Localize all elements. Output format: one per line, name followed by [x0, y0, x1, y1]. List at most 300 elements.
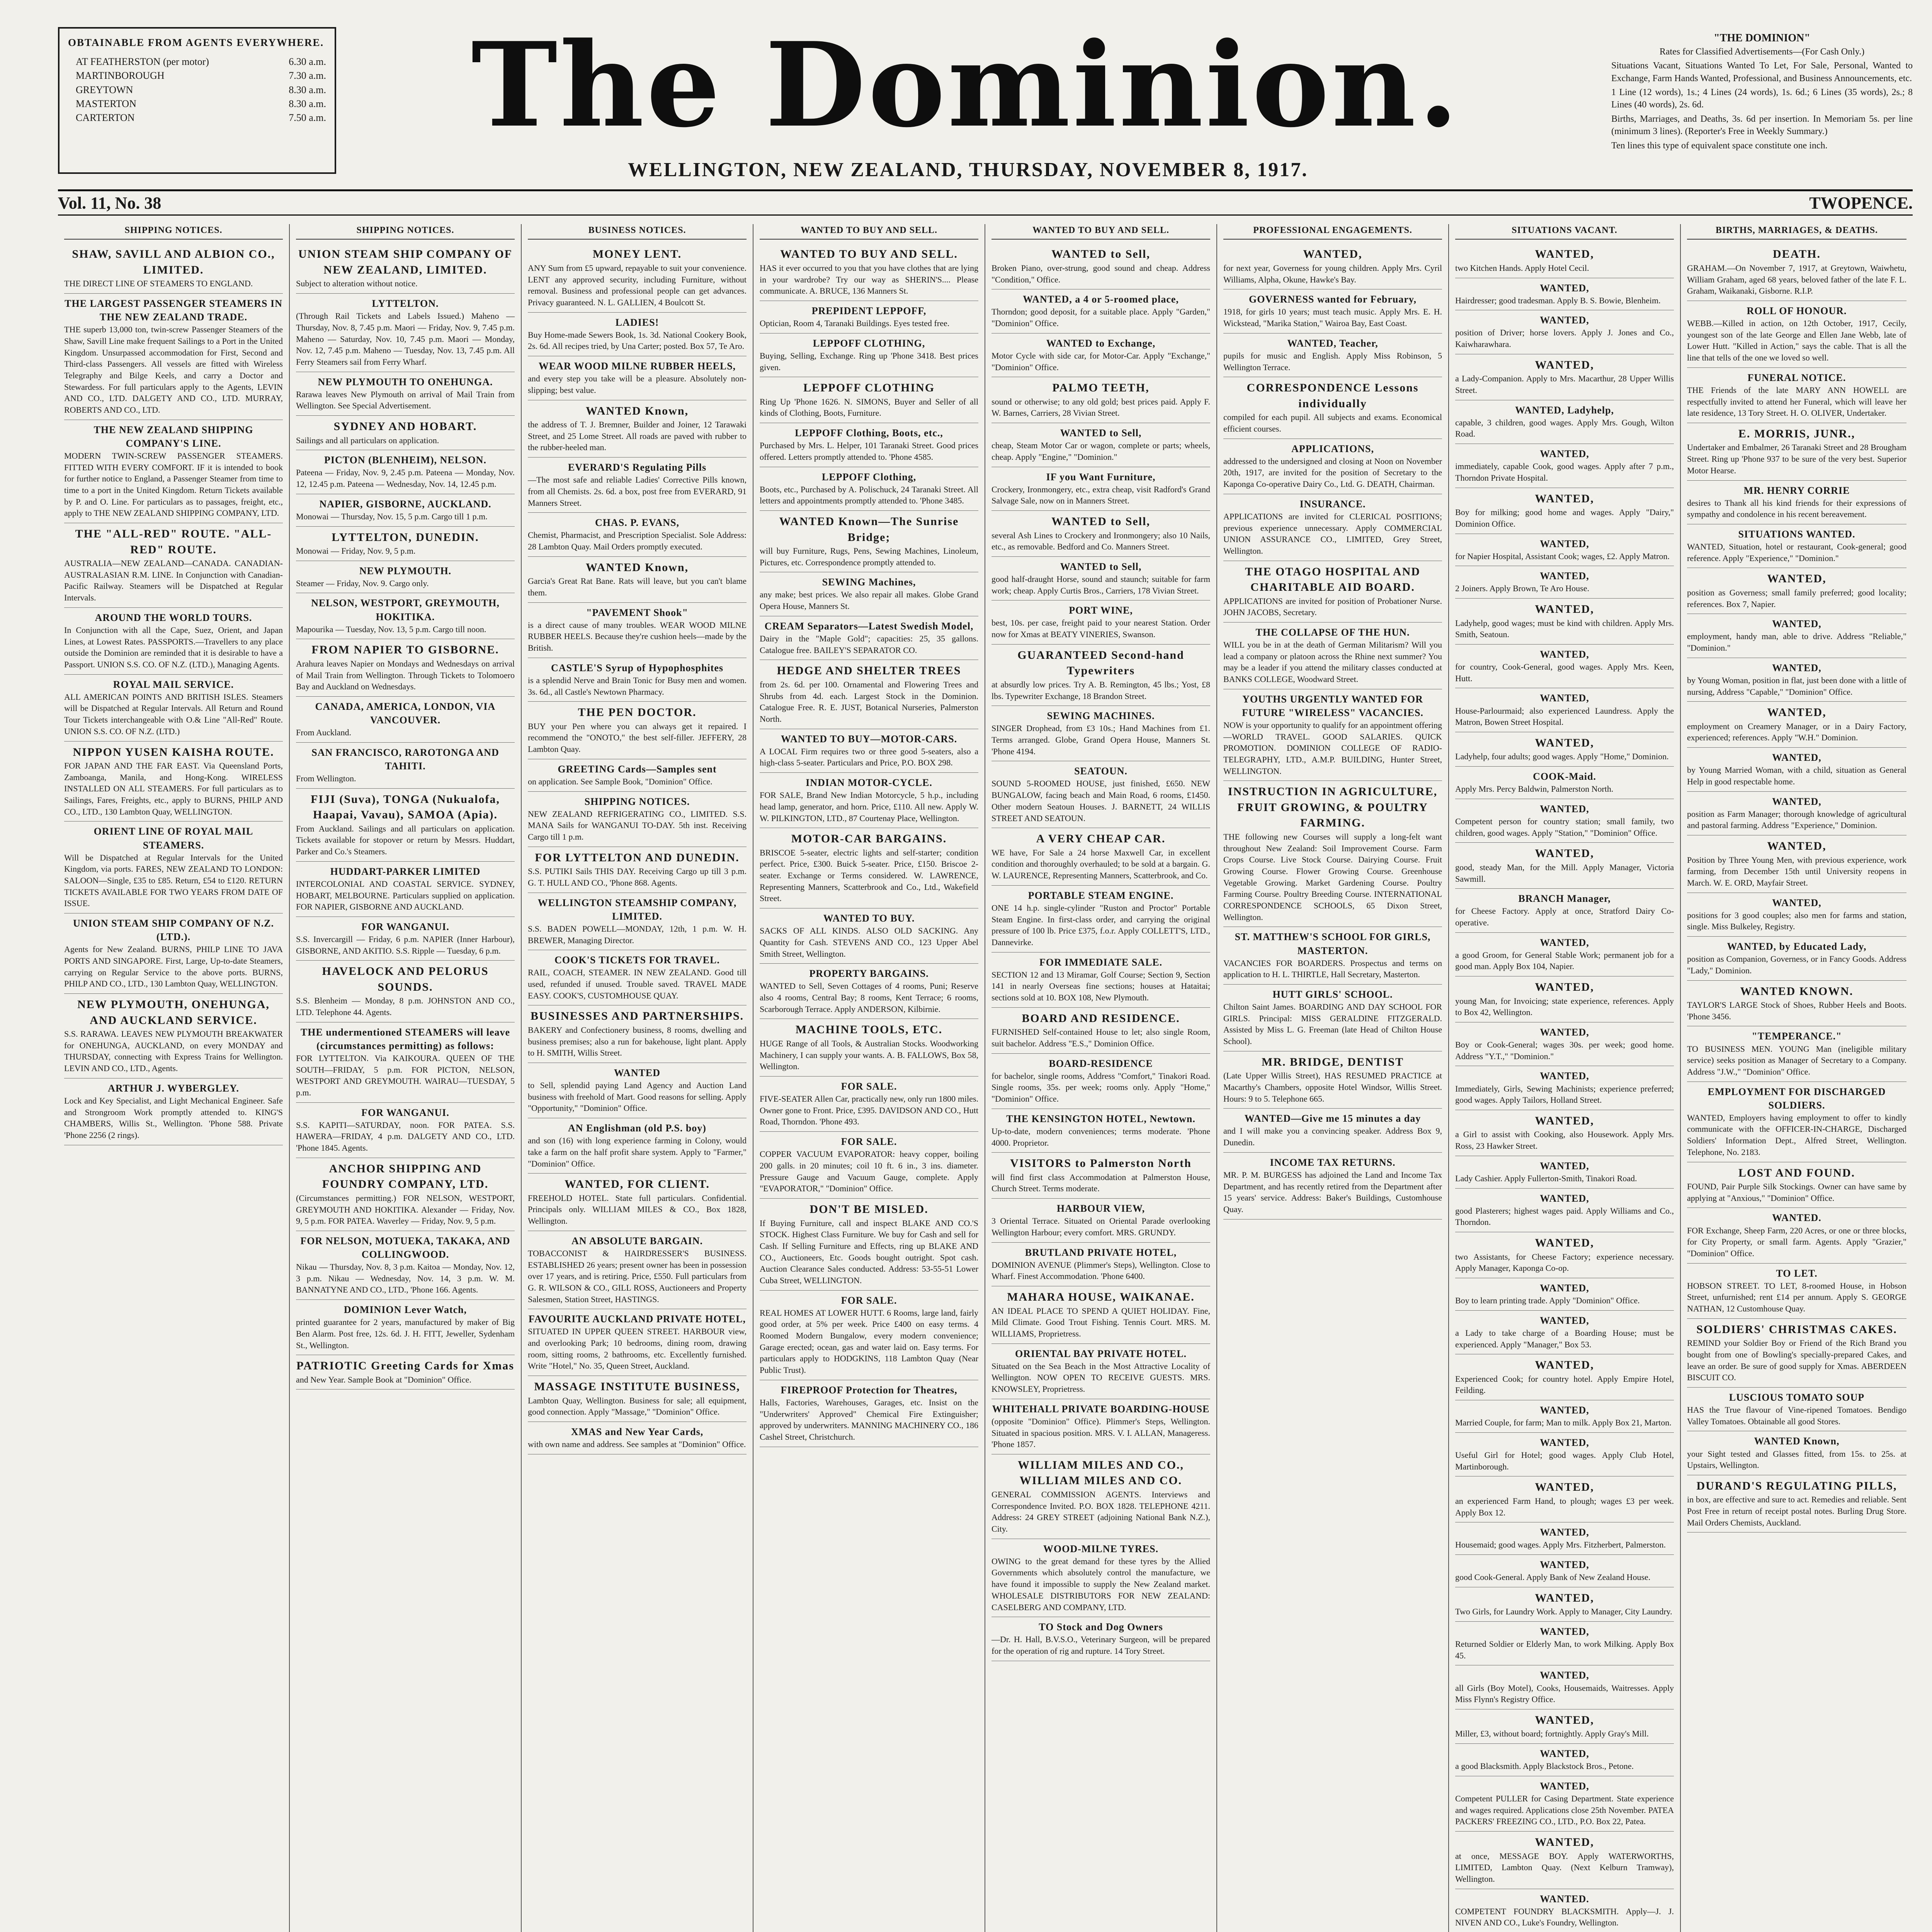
- ad-title: WANTED,: [1535, 981, 1594, 994]
- ad-body: TAYLOR'S LARGE Stock of Shoes, Rubber Heels and Boots. 'Phone 3456.: [1687, 1000, 1906, 1021]
- advertisement: [1455, 1709, 1674, 1744]
- ad-body: position as Governess; small family preferred; good locality; references. Box 7, Napier.: [1687, 587, 1906, 609]
- ad-title: WANTED,: [1540, 1192, 1589, 1204]
- ad-body: Apply Mrs. Percy Baldwin, Palmerston North.: [1455, 784, 1614, 794]
- advertisement: [760, 773, 978, 828]
- ad-body: Chilton Saint James. BOARDING AND DAY SCHOOL FOR GIRLS. Principal: MISS GERALDINE FITZGERALD. Assisted by Miss L. G. Freeman (late Head of Chilton House School).: [1223, 1002, 1442, 1046]
- ad-title: EVERARD'S Regulating Pills: [568, 462, 707, 473]
- column: [1217, 224, 1449, 1932]
- ad-title: WANTED,: [1535, 1236, 1594, 1250]
- ad-title: WANTED,: [1535, 736, 1594, 749]
- ad-body: (opposite "Dominion" Office). Plimmer's Steps, Wellington. Situated in spacious position. MRS. V. I. ALLAN, Manageress. 'Phone 1857.: [992, 1416, 1210, 1449]
- ad-title: BRUTLAND PRIVATE HOTEL,: [1025, 1247, 1177, 1258]
- advertisement: [1455, 1156, 1674, 1189]
- ad-body: best, 10s. per case, freight paid to your nearest Station. Order now for Xmas at BEATY VINERIES, Swanson.: [992, 618, 1210, 639]
- advertisement: [528, 1118, 747, 1173]
- advertisement: [1223, 333, 1442, 377]
- advertisement: [1687, 1082, 1906, 1162]
- ad-title: WANTED, by Educated Lady,: [1727, 941, 1867, 952]
- ad-body: Pateena — Friday, Nov. 9, 2.45 p.m. Pateena — Monday, Nov. 12, 12.45 p.m. Pateena — Wednesday, Nov. 14, 12.45 p.m.: [296, 468, 515, 489]
- column-heading: BIRTHS, MARRIAGES, & DEATHS.: [1687, 224, 1906, 240]
- ad-body: and every step you take will be a pleasure. Absolutely non-slipping; best value.: [528, 374, 747, 395]
- advertisement: [992, 1199, 1210, 1242]
- advertisement: [1455, 1476, 1674, 1522]
- advertisement: [992, 377, 1210, 423]
- advertisement: [1687, 423, 1906, 481]
- advertisement: [528, 243, 747, 312]
- advertisement: [1455, 1889, 1674, 1932]
- ad-body: at absurdly low prices. Try A. B. Remington, 45 lbs.; Yost, £8 lbs. Typewriter Exchange, 18 Brandon Street.: [992, 679, 1210, 701]
- ad-body: for bachelor, single rooms, Address "Comfort," Tinakori Road. Single rooms, 35s. per week; rooms only. Apply "Home," "Dominion" Office.: [992, 1071, 1210, 1104]
- ad-body: sound or otherwise; to any old gold; best prices paid. Apply F. W. Barnes, Carriers, 28 Vivian Street.: [992, 396, 1210, 418]
- ad-title: NEW PLYMOUTH, ONEHUNGA, AND AUCKLAND SERVICE.: [77, 998, 270, 1027]
- ad-body: employment, handy man, able to drive. Address "Reliable," "Dominion.": [1687, 631, 1906, 653]
- ad-title: WANTED—Give me 15 minutes a day: [1244, 1113, 1421, 1124]
- advertisement: [1687, 748, 1906, 791]
- ad-body: BRISCOE 5-seater, electric lights and self-starter; condition perfect. Price, £300. Buick 5-seater. Price, £150. Briscoe 2-seater. Exchange or Terms considered. W. LAWRENCE, Representing Manners, Scatterbrook and Co., Ltd., Wakefield Street.: [760, 847, 978, 903]
- ad-body: (Through Rail Tickets and Labels Issued.) Maheno — Thursday, Nov. 8, 7.45 p.m. Maori — Friday, Nov. 9, 7.45 p.m. Maheno — Saturday, Nov. 10, 7.45 p.m. Maori — Monday, Nov. 12, 7.45 p.m. Maheno — Tuesday, Nov. 13, 7.45 p.m. All Ferry Steamers sail from Ferry Wharf.: [296, 311, 515, 367]
- column-heading: SITUATIONS VACANT.: [1455, 224, 1674, 240]
- ad-title: WANTED,: [1767, 706, 1827, 719]
- ad-body: HUGE Range of all Tools, & Australian Stocks. Woodworking Machinery, I can supply your wants. A. B. FALLOWS, Box 58, Wellington.: [760, 1038, 978, 1071]
- advertisement: [1455, 1189, 1674, 1232]
- ad-title: FROM NAPIER TO GISBORNE.: [311, 643, 499, 656]
- ad-title: HEDGE AND SHELTER TREES: [777, 664, 961, 677]
- advertisement: [760, 1077, 978, 1132]
- ad-body: TOBACCONIST & HAIRDRESSER'S BUSINESS. ESTABLISHED 26 years; present owner has been in possession over 17 years, and is retiring. Price, £550. Full particulars from G. R. WILSON & CO., GILL ROSS, Auctioneers and Property Salesmen, Station Street, HASTINGS.: [528, 1248, 747, 1304]
- ad-body: VACANCIES FOR BOARDERS. Prospectus and terms on application to H. L. THIRTLE, Hall Secretary, Masterton.: [1223, 958, 1442, 980]
- ad-title: CANADA, AMERICA, LONDON, VIA VANCOUVER.: [315, 701, 496, 726]
- ad-body: cheap, Steam Motor Car or wagon, complete or parts; wheels, cheap. Apply "Engine," "Dominion.": [992, 440, 1210, 462]
- ad-title: WANTED,: [1535, 1836, 1594, 1849]
- advertisement: [992, 467, 1210, 511]
- ad-body: on application. See Sample Book, "Dominion" Office.: [528, 776, 713, 786]
- ad-body: Buy Home-made Sewers Book, 1s. 3d. National Cookery Book, 2s. 6d. All recipes tried, by Una Carter; posted. Box 57, Te Aro.: [528, 330, 747, 351]
- advertisement: [992, 1109, 1210, 1153]
- advertisement: [1687, 658, 1906, 702]
- ad-title: THE NEW ZEALAND SHIPPING COMPANY'S LINE.: [94, 424, 253, 449]
- ad-body: Ladyhelp, good wages; must be kind with children. Apply Mrs. Smith, Seatoun.: [1455, 618, 1674, 639]
- rates-heading: "THE DOMINION": [1714, 32, 1810, 44]
- advertisement: [1223, 243, 1442, 289]
- advertisement: [1687, 1208, 1906, 1263]
- route-row: [76, 97, 326, 111]
- advertisement: [1455, 534, 1674, 566]
- ad-body: Mapourika — Tuesday, Nov. 13, 5 p.m. Cargo till noon.: [296, 624, 486, 634]
- ad-body: Hairdresser; good tradesman. Apply B. S. Bowie, Blenheim.: [1455, 295, 1661, 305]
- ad-body: Boots, etc., Purchased by A. Polischuck, 24 Taranaki Street. All letters and appointments promptly attended to. 'Phone 3485.: [760, 484, 978, 506]
- advertisement: [1223, 622, 1442, 689]
- ad-body: for Napier Hospital, Assistant Cook; wages, £2. Apply Matron.: [1455, 551, 1670, 561]
- advertisement: [760, 333, 978, 377]
- ad-title: ORIENT LINE OF ROYAL MAIL STEAMERS.: [94, 826, 253, 851]
- ad-title: BUSINESSES AND PARTNERSHIPS.: [530, 1010, 744, 1023]
- ad-body: will buy Furniture, Rugs, Pens, Sewing Machines, Linoleum, Pictures, etc. Correspondence promptly attended to.: [760, 546, 978, 567]
- ad-title: PORTABLE STEAM ENGINE.: [1028, 889, 1174, 901]
- ad-body: position as Farm Manager; thorough knowledge of agricultural and pastoral farming. Address "Experience," Dominion.: [1687, 809, 1906, 830]
- ad-title: LADIES!: [615, 316, 659, 328]
- advertisement: [1455, 278, 1674, 311]
- column: [985, 224, 1217, 1932]
- ad-title: UNION STEAM SHIP COMPANY OF NEW ZEALAND, LIMITED.: [298, 248, 512, 276]
- ad-body: SACKS OF ALL KINDS. ALSO OLD SACKING. Any Quantity for Cash. STEVENS AND CO., 123 Upper Abel Smith Street, Wellington.: [760, 926, 978, 959]
- route-time: 7.50 a.m.: [289, 112, 326, 124]
- route-place: CARTERTON: [76, 112, 135, 124]
- ad-title: THE "ALL-RED" ROUTE. "ALL-RED" ROUTE.: [75, 527, 272, 556]
- ad-body: Ring Up 'Phone 1626. N. SIMONS, Buyer and Seller of all kinds of Clothing, Boots, Furniture.: [760, 396, 978, 418]
- ad-title: HAVELOCK AND PELORUS SOUNDS.: [322, 965, 489, 993]
- ad-body: addressed to the undersigned and closing at Noon on November 20th, 1917, are invited for the position of Secretary to the Kaponga Co-operative Dairy Co., Ltd. G. DEATH, Chairman.: [1223, 456, 1442, 489]
- advertisement: [1687, 937, 1906, 980]
- ad-body: and I will make you a convincing speaker. Address Box 9, Dunedin.: [1223, 1126, 1442, 1148]
- ad-body: COPPER VACUUM EVAPORATOR: heavy copper, boiling 200 galls. in 20 minutes; coil 10 ft. 6 in., 3 ins. diameter. Pressure Gauge and Vacuum Gauge, complete. Apply "EVAPORATOR," "Dominion" Office.: [760, 1149, 978, 1194]
- ad-body: Monowai — Friday, Nov. 9, 5 p.m.: [296, 546, 416, 556]
- advertisement: [1223, 927, 1442, 985]
- advertisement: [760, 377, 978, 423]
- advertisement: [1455, 799, 1674, 843]
- column-heading: WANTED TO BUY AND SELL.: [760, 224, 978, 240]
- ad-title: WANTED,: [1540, 282, 1589, 294]
- ad-title: HUTT GIRLS' SCHOOL.: [1272, 988, 1393, 1000]
- ad-body: Position by Three Young Men, with previous experience, work farming, from December 15th until University reopens in March. W. E. ORD, Mayfair Street.: [1687, 855, 1906, 888]
- volume-number: Vol. 11, No. 38: [58, 193, 162, 213]
- ad-body: FURNISHED Self-contained House to let; also single Room, suit bachelor. Address "E.S.," Dominion Office.: [992, 1027, 1210, 1048]
- advertisement: [1223, 1051, 1442, 1109]
- advertisement: [528, 1376, 747, 1422]
- price: TWOPENCE.: [1809, 193, 1913, 213]
- advertisement: [296, 561, 515, 594]
- ad-body: FOUND, Pair Purple Silk Stockings. Owner can have same by applying at "Anxious," "Dominion" Office.: [1687, 1182, 1906, 1203]
- advertisement: [1455, 1066, 1674, 1110]
- advertisement: [1455, 767, 1674, 799]
- ad-body: will find first class Accommodation at Palmerston House, Church Street. Terms moderate.: [992, 1172, 1210, 1194]
- ad-body: Garcia's Great Rat Bane. Rats will leave, but you can't blame them.: [528, 576, 747, 597]
- ad-body: MODERN TWIN-SCREW PASSENGER STEAMERS. FITTED WITH EVERY COMFORT. IF it is intended to book for further notice to England, a Passenger Steamer from time to time to a port in the United Kingdom. Return Tickets available by P. and O. Line. For particulars as to passages, freight, etc., apply to THE NEW ZEALAND SHIPPING COMPANY, LTD.: [64, 451, 283, 518]
- ad-body: REAL HOMES AT LOWER HUTT. 6 Rooms, large land, fairly good order, at 5% per week. Price £400 on easy terms. 4 Roomed Modern Bungalow, every modern convenience; Garage erected; ocean, gas and water laid on. Easy terms. For particulars apply to HODGKINS, 118 Lambton Quay (Near Public Trust).: [760, 1308, 978, 1375]
- route-row: [76, 69, 326, 83]
- ad-body: WE have, For Sale a 24 horse Maxwell Car, in excellent condition and thoroughly overhauled; to be sold at a bargain. G. W. LAURENCE, Representing Manners, Scatterbrook, and Co.: [992, 847, 1210, 881]
- ad-title: NEW PLYMOUTH.: [359, 565, 452, 577]
- ad-title: WANTED TO BUY—MOTOR-CARS.: [781, 733, 957, 745]
- advertisement: [296, 243, 515, 294]
- advertisement: [1223, 561, 1442, 622]
- ad-title: SEWING MACHINES.: [1047, 710, 1155, 722]
- ad-title: LOST AND FOUND.: [1738, 1166, 1855, 1179]
- ad-body: Nikau — Thursday, Nov. 8, 3 p.m. Kaitoa — Monday, Nov. 12, 3 p.m. Nikau — Wednesday, Nov. 14, 3 p.m. W. M. BANNATYNE AND CO., LTD., 'Phone 166. Agents.: [296, 1262, 515, 1295]
- ad-title: WANTED TO BUY.: [823, 913, 915, 924]
- ad-title: CORRESPONDENCE Lessons individually: [1247, 381, 1419, 410]
- advertisement: [296, 1158, 515, 1231]
- column: [1681, 224, 1913, 1932]
- advertisement: [1455, 843, 1674, 889]
- ad-body: Ladyhelp, four adults; good wages. Apply "Home," Dominion.: [1455, 752, 1669, 762]
- ad-body: by Young Woman, position in flat, just been done with a little of nursing, Address "Capable," "Dominion" Office.: [1687, 675, 1906, 697]
- ad-title: WILLIAM MILES AND CO., WILLIAM MILES AND CO.: [1018, 1458, 1184, 1487]
- ad-title: WANTED,: [1772, 796, 1821, 807]
- ad-body: THE Friends of the late MARY ANN HOWELL are respectfully invited to attend her Funeral, which will leave her late residence, 13 Tory Street. H. O. OLIVER, Undertaker.: [1687, 385, 1906, 418]
- ad-title: AROUND THE WORLD TOURS.: [95, 612, 252, 623]
- column: [522, 224, 753, 1932]
- advertisement: [1455, 1110, 1674, 1156]
- ad-title: FIJI (Suva), TONGA (Nukualofa, Haapai, Vavau), SAMOA (Apia).: [311, 793, 500, 821]
- advertisement: [1455, 354, 1674, 400]
- advertisement: [1455, 1522, 1674, 1555]
- ad-body: for country, Cook-General, good wages. Apply Mrs. Keen, Hutt.: [1455, 662, 1674, 683]
- route-row: [76, 55, 326, 69]
- ad-body: THE DIRECT LINE OF STEAMERS TO ENGLAND.: [64, 279, 253, 289]
- ad-body: Lambton Quay, Wellington. Business for sale; all equipment, good connection. Apply "Massage," "Dominion" Office.: [528, 1395, 747, 1417]
- ad-title: WANTED,: [1540, 803, 1589, 815]
- ad-title: INSURANCE.: [1299, 498, 1366, 510]
- ad-body: AUSTRALIA—NEW ZEALAND—CANADA. CANADIAN-AUSTRALASIAN R.M. LINE. In Conjunction with Canadian-Pacific Railway. Steamers will be Dispatched at Regular Intervals.: [64, 558, 283, 603]
- advertisement: [296, 416, 515, 450]
- advertisement: [528, 457, 747, 513]
- advertisement: [1455, 1665, 1674, 1709]
- advertisement: [296, 372, 515, 416]
- ad-body: Lock and Key Specialist, and Light Mechanical Engineer. Safe and Strongroom Work promptly attended to. KING'S CHAMBERS, Willis St., Wellington. 'Phone 588. Private 'Phone 2256 (2 rings).: [64, 1095, 283, 1140]
- ad-title: DOMINION Lever Watch,: [344, 1304, 467, 1316]
- ad-title: DURAND'S REGULATING PILLS,: [1696, 1479, 1897, 1492]
- ad-title: WANTED,: [1303, 248, 1362, 261]
- advertisement: [1455, 1311, 1674, 1354]
- advertisement: [1455, 1832, 1674, 1889]
- ad-body: S.S. Blenheim — Monday, 8 p.m. JOHNSTON AND CO., LTD. Telephone 44. Agents.: [296, 996, 515, 1017]
- ad-body: and son (16) with long experience farming in Colony, would take a farm on the half profit share system. Apply to "Farmer," "Dominion" Office.: [528, 1136, 747, 1168]
- advertisement: [1455, 889, 1674, 932]
- ad-body: Housemaid; good wages. Apply Mrs. Fitzherbert, Palmerston.: [1455, 1540, 1666, 1550]
- advertisement: [992, 1008, 1210, 1054]
- ad-title: WANTED Known,: [585, 561, 689, 574]
- ad-body: by Young Married Woman, with a child, situation as General Help in good respectable home.: [1687, 765, 1906, 786]
- ad-body: Will be Dispatched at Regular Intervals for the United Kingdom, via ports. FARES, NEW ZEALAND TO LONDON: SALOON—Single, £35 to £85. Return, £54 to £120. RETURN TICKETS AVAILABLE FOR TWO YEARS FROM DATE OF ISSUE.: [64, 852, 283, 908]
- ad-title: WANTED,: [1540, 448, 1589, 460]
- ad-title: ARTHUR J. WYBERGLEY.: [108, 1082, 239, 1094]
- route-place: AT FEATHERSTON (per motor): [76, 56, 209, 67]
- ad-title: MOTOR-CAR BARGAINS.: [791, 832, 947, 845]
- ad-title: WANTED,: [1535, 248, 1594, 261]
- ad-body: good, steady Man, for the Mill. Apply Manager, Victoria Sawmill.: [1455, 862, 1674, 884]
- advertisement: [760, 1019, 978, 1077]
- ad-body: S.S. Invercargill — Friday, 6 p.m. NAPIER (Inner Harbour), GISBORNE, AND AKITIO. S.S. Ripple — Tuesday, 6 p.m.: [296, 934, 515, 956]
- ad-body: RAIL, COACH, STEAMER. IN NEW ZEALAND. Good till used, refunded if unused. Trouble saved. TRAVEL MADE EASY. COOK'S, CUSTOMHOUSE QUAY.: [528, 968, 747, 1000]
- ad-body: MR. P. M. BURGESS has adjoined the Land and Income Tax Department, and has recently retired from the Department after 15 years' service. Address: Baker's Buildings, Customhouse Quay.: [1223, 1170, 1442, 1214]
- ad-body: From Wellington.: [296, 773, 356, 783]
- ad-title: SITUATIONS WANTED.: [1738, 528, 1855, 540]
- ad-title: WANTED Known,: [585, 404, 689, 417]
- advertisement: [1687, 1319, 1906, 1388]
- ad-body: Subject to alteration without notice.: [296, 279, 418, 289]
- ad-title: CASTLE'S Syrup of Hypophosphites: [551, 662, 723, 673]
- advertisement: [1687, 981, 1906, 1027]
- advertisement: [528, 513, 747, 556]
- advertisement: [760, 660, 978, 729]
- ad-body: a Girl to assist with Cooking, also Housework. Apply Mrs. Ross, 23 Hawker Street.: [1455, 1129, 1674, 1151]
- ad-body: Boy for milking; good home and wages. Apply "Dairy," Dominion Office.: [1455, 507, 1674, 529]
- advertisement: [760, 964, 978, 1019]
- advertisement: [992, 243, 1210, 289]
- advertisement: [1455, 688, 1674, 732]
- ad-body: a good Groom, for General Stable Work; permanent job for a good man. Apply Box 104, Napier.: [1455, 950, 1674, 971]
- advertisement: [992, 706, 1210, 761]
- ad-body: position as Companion, Governess, or in Fancy Goods. Address "Lady," Dominion.: [1687, 954, 1906, 975]
- ad-title: FOR SALE.: [841, 1081, 897, 1092]
- advertisement: [528, 1173, 747, 1231]
- column-heading: PROFESSIONAL ENGAGEMENTS.: [1223, 224, 1442, 240]
- rates-tail: Ten lines this type of equivalent space constitute one inch.: [1611, 140, 1828, 151]
- ad-title: SAN FRANCISCO, RAROTONGA AND TAHITI.: [311, 747, 499, 772]
- ad-title: DON'T BE MISLED.: [810, 1203, 929, 1216]
- advertisement: [528, 893, 747, 951]
- advertisement: [1455, 1555, 1674, 1587]
- ad-title: WANTED,: [1540, 570, 1589, 582]
- ad-body: COMPETENT FOUNDRY BLACKSMITH. Apply—J. J. NIVEN AND CO., Luke's Foundry, Wellington.: [1455, 1906, 1674, 1928]
- advertisement: [760, 908, 978, 964]
- advertisement: [1455, 599, 1674, 645]
- ad-title: PROPERTY BARGAINS.: [809, 968, 929, 980]
- route-place: MARTINBOROUGH: [76, 70, 165, 82]
- ad-body: to Sell, splendid paying Land Agency and Auction Land business with freehold of Mart. Good reasons for selling. Apply "Opportunity," "Dominion" Office.: [528, 1080, 747, 1113]
- ad-body: ANY Sum from £5 upward, repayable to suit your convenience. LENT any approved security, including Furniture, without removal. Business and professional people can get advances. Privacy guaranteed. N. L. GALLIEN, 4 Boulcott St.: [528, 263, 747, 307]
- advertisement: [528, 792, 747, 847]
- advertisement: [1687, 1162, 1906, 1208]
- ad-body: Steamer — Friday, Nov. 9. Cargo only.: [296, 578, 429, 588]
- ad-body: FOR LYTTELTON. Via KAIKOURA. QUEEN OF THE SOUTH—FRIDAY, 5 p.m. FOR PICTON, NELSON, WESTPORT AND GREYMOUTH. WAIRAU—TUESDAY, 5 p.m.: [296, 1053, 515, 1097]
- ad-title: TO Stock and Dog Owners: [1039, 1621, 1163, 1633]
- ad-title: WANTED, Ladyhelp,: [1515, 404, 1614, 416]
- ad-body: —Dr. H. Hall, B.V.S.O., Veterinary Surgeon, will be prepared for the operation of rig and rupture. 14 Tory Street.: [992, 1634, 1210, 1656]
- ad-body: A LOCAL Firm requires two or three good 5-seaters, also a high-class 5-seater. Particulars and Price, P.O. BOX 298.: [760, 746, 978, 768]
- ad-title: FOR SALE.: [841, 1294, 897, 1306]
- advertisement: [1455, 933, 1674, 976]
- ad-title: WANTED,: [1540, 1315, 1589, 1326]
- ad-body: Competent PULLER for Casing Department. State experience and wages required. Applications close 25th November. PATEA PACKERS' FREEZING CO., LTD., P.O. Box 22, Patea.: [1455, 1793, 1674, 1827]
- ad-title: ORIENTAL BAY PRIVATE HOTEL.: [1015, 1348, 1187, 1359]
- ad-title: WANTED Known,: [1754, 1435, 1840, 1447]
- ad-title: WANTED,: [1535, 358, 1594, 371]
- column-heading: SHIPPING NOTICES.: [296, 224, 515, 240]
- ad-title: WANTED,: [1535, 1713, 1594, 1726]
- route-time: 8.30 a.m.: [289, 84, 326, 95]
- advertisement: [64, 821, 283, 913]
- advertisement: [992, 1286, 1210, 1344]
- advertisement: [1455, 1587, 1674, 1622]
- ad-title: DEATH.: [1773, 248, 1821, 261]
- ad-body: FOR JAPAN AND THE FAR EAST. Via Queensland Ports, Zamboanga, Manila, and Hong-Kong. WIRELESS INSTALLED ON ALL STEAMERS. For full particulars as to Sailings, Fares, Freights, etc., apply to BURNS, PHILP AND CO., LTD., 130 Lambton Quay, WELLINGTON.: [64, 761, 283, 816]
- advertisement: [1687, 893, 1906, 937]
- ad-title: WANTED,: [1772, 752, 1821, 764]
- ad-body: young Man, for Invoicing; state experience, references. Apply to Box 42, Wellington.: [1455, 996, 1674, 1017]
- ad-body: is a direct cause of many troubles. WEAR WOOD MILNE RUBBER HEELS. Because they're cushion heels—made by the British.: [528, 620, 747, 653]
- advertisement: [296, 639, 515, 697]
- ad-body: is a splendid Nerve and Brain Tonic for Busy men and women. 3s. 6d., all Castle's Newtown Pharmacy.: [528, 675, 747, 697]
- ad-body: S.S. PUTIKI Sails THIS DAY. Receiving Cargo up till 3 p.m. G. T. HULL AND CO., 'Phone 868. Agents.: [528, 866, 747, 888]
- ad-title: MR. HENRY CORRIE: [1743, 485, 1850, 496]
- ad-body: APPLICATIONS are invited for position of Probationer Nurse. JOHN JACOBS, Secretary.: [1223, 596, 1442, 617]
- ad-body: Two Girls, for Laundry Work. Apply to Manager, City Laundry.: [1455, 1607, 1672, 1617]
- ad-body: BUY your Pen where you can always get it repaired. I recommend the "ONOTO," the best self-filler. JEFFERY, 28 Lambton Quay.: [528, 721, 747, 754]
- column-heading: SHIPPING NOTICES.: [64, 224, 283, 240]
- ad-title: BOARD AND RESIDENCE.: [1022, 1012, 1180, 1025]
- ad-title: WANTED,: [1540, 1559, 1589, 1570]
- ad-title: WANTED, FOR CLIENT.: [565, 1178, 710, 1191]
- ad-title: GUARANTEED Second-hand Typewriters: [1017, 648, 1184, 677]
- ad-title: FAVOURITE AUCKLAND PRIVATE HOTEL,: [528, 1313, 746, 1325]
- advertisement: [1223, 377, 1442, 439]
- ad-title: WANTED,: [1540, 1527, 1589, 1538]
- ad-title: IF you Want Furniture,: [1046, 471, 1156, 483]
- ad-title: WANTED to Sell,: [1060, 561, 1142, 572]
- ad-title: WANTED to Exchange,: [1046, 337, 1156, 349]
- advertisement: [760, 1380, 978, 1447]
- ad-body: ALL AMERICAN POINTS AND BRITISH ISLES. Steamers will be Dispatched at Regular Intervals. All Return and Round Tour Tickets interchangeable with O.& Line "All-Red" Route. UNION S.S. CO. OF N.Z. (LTD.): [64, 692, 283, 736]
- advertisement: [992, 1399, 1210, 1454]
- ad-title: WANTED,: [1535, 1114, 1594, 1127]
- ad-title: FOR IMMEDIATE SALE.: [1039, 956, 1163, 968]
- ad-body: employment on Creamery Manager, or in a Dairy Factory, experienced; references. Apply "W.H." Dominion.: [1687, 721, 1906, 743]
- ad-title: MACHINE TOOLS, ETC.: [795, 1023, 943, 1036]
- advertisement: [1687, 301, 1906, 368]
- advertisement: [296, 1231, 515, 1300]
- ad-title: WANTED,: [1767, 572, 1827, 585]
- ad-body: immediately, capable Cook, good wages. Apply after 7 p.m., Thorndon Private Hospital.: [1455, 461, 1674, 483]
- ad-body: Halls, Factories, Warehouses, Garages, etc. Insist on the "Underwriters' Approved" Chemical Fire Extinguisher; approved by underwriters. MANNING MACHINERY CO., 186 Cashel Street, Christchurch.: [760, 1397, 978, 1442]
- ad-title: WANTED,: [1535, 492, 1594, 505]
- ad-title: WANTED,: [1767, 840, 1827, 853]
- ad-title: ROYAL MAIL SERVICE.: [113, 679, 234, 690]
- ad-title: WANTED,: [1540, 937, 1589, 948]
- ad-body: Broken Piano, over-strung, good sound and cheap. Address "Condition," Office.: [992, 263, 1210, 284]
- advertisement: [64, 608, 283, 675]
- ad-body: Sailings and all particulars on application.: [296, 435, 439, 445]
- advertisement: [528, 759, 747, 792]
- advertisement: [1223, 1109, 1442, 1152]
- advertisement: [1687, 243, 1906, 301]
- ad-title: APPLICATIONS,: [1291, 443, 1374, 454]
- advertisement: [992, 1617, 1210, 1661]
- ad-body: APPLICATIONS are invited for CLERICAL POSITIONS; previous experience unnecessary. Apply COMMERCIAL UNION ASSURANCE CO., LIMITED, Grey Street, Wellington.: [1223, 511, 1442, 556]
- ad-body: at once, MESSAGE BOY. Apply WATERWORTHS, LIMITED, Lambton Quay. (Next Kelburn Tramway), Wellington.: [1455, 1851, 1674, 1884]
- ad-title: WANTED to Sell,: [1060, 427, 1142, 439]
- advertisement: [528, 702, 747, 759]
- advertisement: [64, 675, 283, 742]
- ad-title: THE PEN DOCTOR.: [578, 706, 697, 719]
- ad-title: WANTED.: [1540, 1893, 1589, 1905]
- ad-title: PICTON (BLENHEIM), NELSON.: [324, 454, 486, 466]
- advertisement: [992, 761, 1210, 828]
- rates-subheading: Rates for Classified Advertisements—(For Cash Only.): [1659, 46, 1865, 57]
- advertisement: [1455, 1232, 1674, 1278]
- ad-title: INCOME TAX RETURNS.: [1270, 1156, 1396, 1168]
- ad-body: ONE 14 h.p. single-cylinder "Ruston and Proctor" Portable Steam Engine. In first-class order, and carrying the original pressure of 100 lb. Price £375, f.o.r. Apply COLLETT'S, LTD., Dannevirke.: [992, 903, 1210, 947]
- column: [1449, 224, 1681, 1932]
- route-place: GREYTOWN: [76, 84, 133, 95]
- advertisement: [1687, 481, 1906, 524]
- ad-body: INTERCOLONIAL AND COASTAL SERVICE. SYDNEY, HOBART, MELBOURNE. Particulars supplied on application. FOR NAPIER, GISBORNE AND AUCKLAND.: [296, 879, 515, 912]
- advertisement: [1687, 1264, 1906, 1319]
- advertisement: [760, 1291, 978, 1380]
- advertisement: [992, 886, 1210, 952]
- ad-body: Boy or Cook-General; wages 30s. per week; good home. Address "Y.T.," "Dominion.": [1455, 1040, 1674, 1061]
- ad-body: Immediately, Girls, Sewing Machinists; experience preferred; good wages. Apply Tailors, Holland Street.: [1455, 1083, 1674, 1105]
- ad-title: WANTED.: [1772, 1212, 1821, 1224]
- ad-title: MR. BRIDGE, DENTIST: [1261, 1055, 1404, 1068]
- ad-body: House-Parlourmaid; also experienced Laundress. Apply the Matron, Bowen Street Hospital.: [1455, 706, 1674, 727]
- ad-body: your Sight tested and Glasses fitted, from 15s. to 25s. at Upstairs, Wellington.: [1687, 1449, 1906, 1470]
- advertisement: [992, 1054, 1210, 1109]
- ad-title: SEWING Machines,: [822, 577, 916, 588]
- column-heading: BUSINESS NOTICES.: [528, 224, 747, 240]
- advertisement: [992, 511, 1210, 557]
